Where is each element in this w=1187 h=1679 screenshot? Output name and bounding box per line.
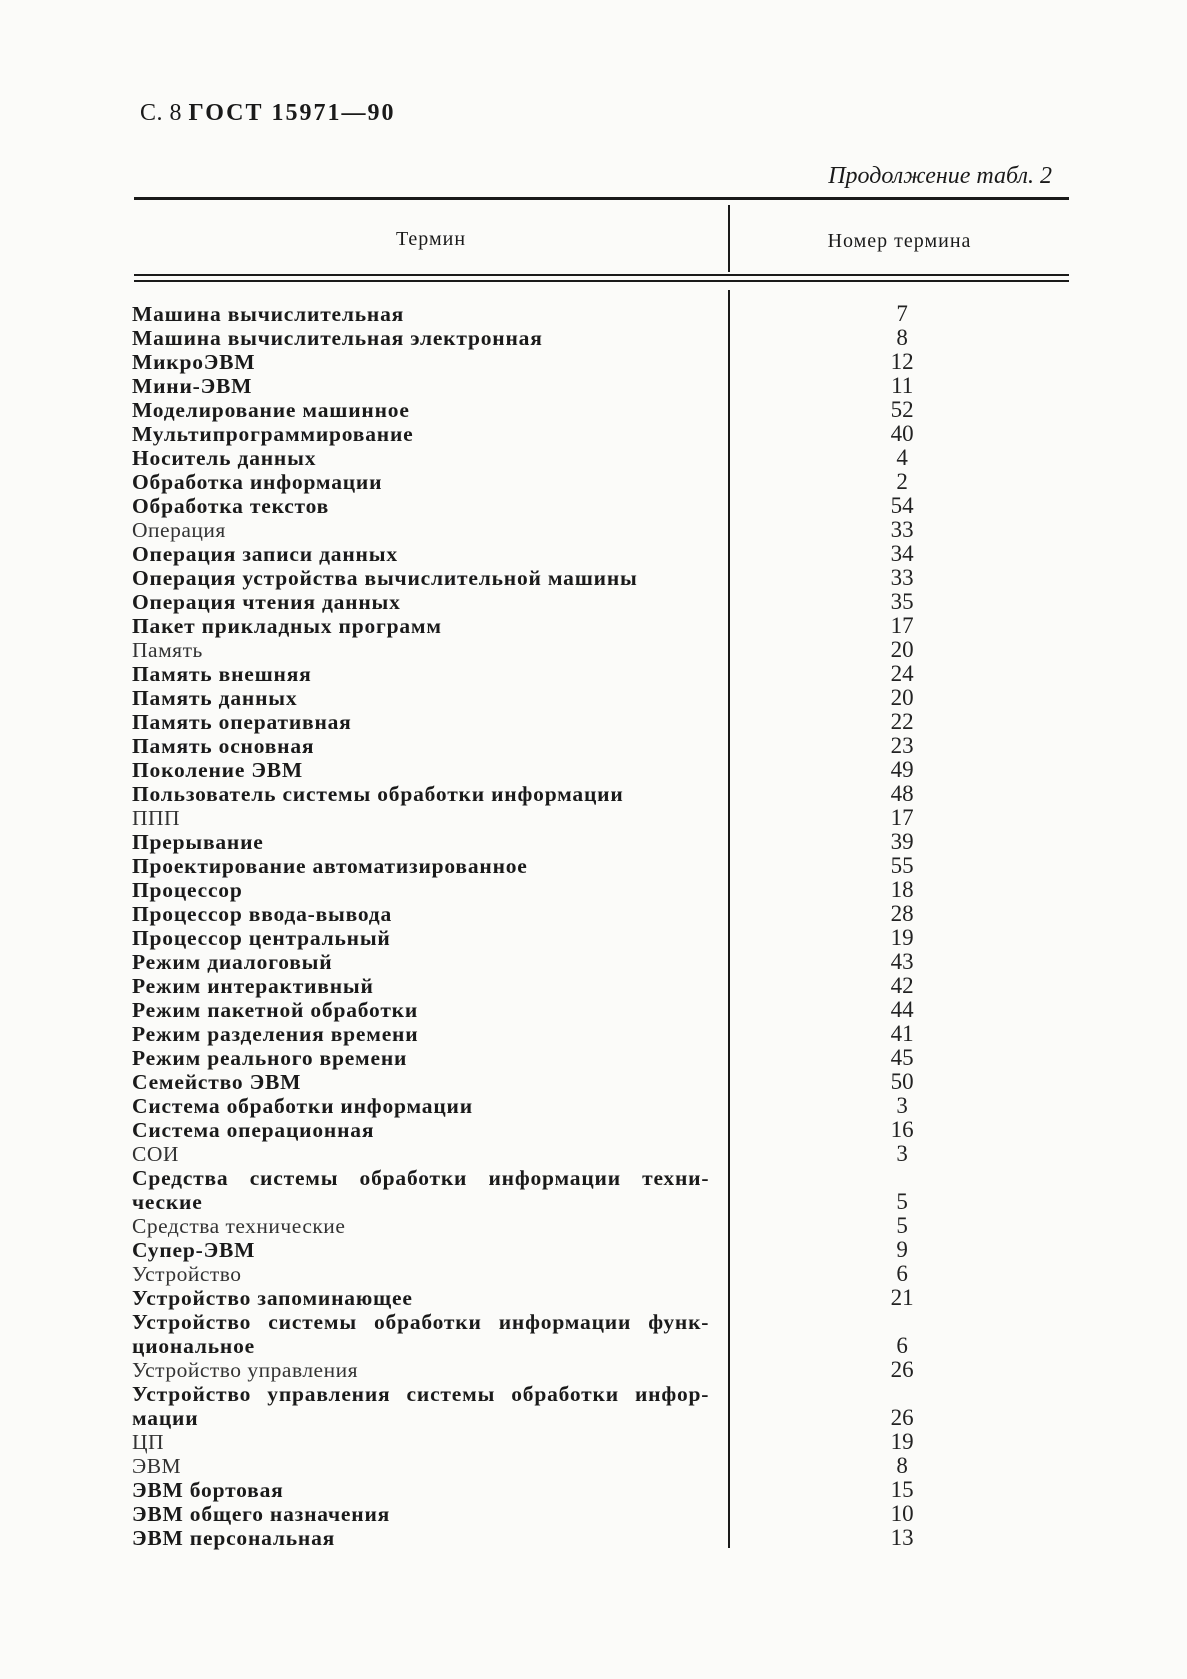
term-cell: Память данных — [132, 686, 298, 710]
term-cell: Устройство управления — [132, 1358, 359, 1382]
term-number-cell: 24 — [890, 661, 914, 686]
term-number-cell: 28 — [890, 901, 914, 926]
term-number-cell: 33 — [890, 517, 914, 542]
table-continuation-label: Продолжение табл. 2 — [828, 163, 1052, 189]
term-cell: СОИ — [132, 1142, 179, 1166]
term-cell: Мультипрограммирование — [132, 422, 414, 446]
term-cell: Средства технические — [132, 1214, 346, 1238]
term-number-cell: 20 — [890, 637, 914, 662]
term-number-cell: 19 — [890, 1429, 914, 1454]
table-row — [132, 686, 932, 710]
table-row — [132, 590, 932, 614]
table-row — [132, 494, 932, 518]
table-row — [132, 1310, 932, 1358]
term-number-cell: 10 — [890, 1501, 914, 1526]
table-row — [132, 926, 932, 950]
term-number-cell: 22 — [890, 709, 914, 734]
table-row — [132, 1526, 932, 1550]
term-number-cell: 39 — [890, 829, 914, 854]
term-number-cell: 12 — [890, 349, 914, 374]
term-cell: ЭВМ — [132, 1454, 182, 1478]
term-cell: Обработка текстов — [132, 494, 330, 518]
table-row — [132, 1454, 932, 1478]
term-number-cell: 3 — [896, 1093, 908, 1118]
term-number-cell: 8 — [896, 325, 908, 350]
table-row — [132, 782, 932, 806]
table-row — [132, 302, 932, 326]
table-row — [132, 854, 932, 878]
header-bottom-rule-double — [134, 280, 1069, 282]
term-cell: Мини-ЭВМ — [132, 374, 253, 398]
term-number-cell: 4 — [896, 445, 908, 470]
term-number-cell: 26 — [890, 1405, 914, 1430]
table-row — [132, 1382, 932, 1430]
term-number-cell: 33 — [890, 565, 914, 590]
term-cell: Режим реального времени — [132, 1046, 408, 1070]
table-row — [132, 446, 932, 470]
table-row — [132, 878, 932, 902]
table-row — [132, 326, 932, 350]
term-number-cell: 34 — [890, 541, 914, 566]
table-row — [132, 638, 932, 662]
term-number-cell: 11 — [891, 373, 914, 398]
term-cell: ЭВМ бортовая — [132, 1478, 284, 1502]
table-row — [132, 806, 932, 830]
table-row — [132, 518, 932, 542]
term-number-cell: 41 — [890, 1021, 914, 1046]
term-cell: Семейство ЭВМ — [132, 1070, 302, 1094]
term-number-cell: 6 — [896, 1333, 908, 1358]
term-cell: Память — [132, 638, 203, 662]
term-cell: Носитель данных — [132, 446, 317, 470]
term-number-cell: 20 — [890, 685, 914, 710]
term-number-cell: 43 — [890, 949, 914, 974]
table-row — [132, 1478, 932, 1502]
term-cell: Моделирование машинное — [132, 398, 410, 422]
term-cell: Обработка информации — [132, 470, 383, 494]
term-cell: МикроЭВМ — [132, 350, 256, 374]
term-number-cell: 50 — [890, 1069, 914, 1094]
term-cell: Устройство управления системы обработки инфор-мации — [132, 1382, 710, 1430]
term-cell: Система операционная — [132, 1118, 375, 1142]
term-cell: Проектирование автоматизированное — [132, 854, 528, 878]
term-number-cell: 15 — [890, 1477, 914, 1502]
table-row — [132, 1166, 932, 1214]
column-header-term: Термин — [395, 228, 467, 250]
term-cell: Машина вычислительная — [132, 302, 405, 326]
term-number-cell: 42 — [890, 973, 914, 998]
term-cell: Операция — [132, 518, 226, 542]
term-number-cell: 54 — [890, 493, 914, 518]
term-cell: Пользователь системы обработки информации — [132, 782, 624, 806]
term-number-cell: 26 — [890, 1357, 914, 1382]
term-number-cell: 48 — [890, 781, 914, 806]
term-number-cell: 3 — [896, 1141, 908, 1166]
term-cell: ЭВМ общего назначения — [132, 1502, 391, 1526]
term-number-cell: 49 — [890, 757, 914, 782]
term-number-cell: 2 — [896, 469, 908, 494]
table-row — [132, 614, 932, 638]
table-row — [132, 374, 932, 398]
term-cell: Операция чтения данных — [132, 590, 401, 614]
header-bottom-rule — [134, 274, 1069, 276]
table-row — [132, 830, 932, 854]
table-row — [132, 1046, 932, 1070]
term-number-cell: 19 — [890, 925, 914, 950]
term-cell: Режим пакетной обработки — [132, 998, 419, 1022]
table-row — [132, 1070, 932, 1094]
table-row — [132, 974, 932, 998]
term-number-cell: 52 — [890, 397, 914, 422]
table-row — [132, 1118, 932, 1142]
term-cell: Память оперативная — [132, 710, 352, 734]
term-number-cell: 17 — [890, 805, 914, 830]
table-row — [132, 710, 932, 734]
term-cell: Прерывание — [132, 830, 264, 854]
term-cell: Пакет прикладных программ — [132, 614, 442, 638]
term-number-cell: 40 — [890, 421, 914, 446]
terms-table-body — [132, 302, 932, 1550]
term-number-cell: 55 — [890, 853, 914, 878]
term-cell: Операция устройства вычислительной машины — [132, 566, 638, 590]
term-cell: Устройство запоминающее — [132, 1286, 413, 1310]
term-number-cell: 6 — [896, 1261, 908, 1286]
column-header-number: Номер термина — [827, 230, 972, 252]
table-row — [132, 1286, 932, 1310]
table-row — [132, 758, 932, 782]
term-number-cell: 9 — [896, 1237, 908, 1262]
term-cell: ЭВМ персональная — [132, 1526, 336, 1550]
table-row — [132, 1430, 932, 1454]
term-cell: ЦП — [132, 1430, 165, 1454]
term-cell: Устройство — [132, 1262, 242, 1286]
table-row — [132, 662, 932, 686]
term-number-cell: 18 — [890, 877, 914, 902]
term-number-cell: 44 — [890, 997, 914, 1022]
term-number-cell: 13 — [890, 1525, 914, 1550]
term-cell: Процессор ввода-вывода — [132, 902, 392, 926]
table-row — [132, 998, 932, 1022]
table-row — [132, 1142, 932, 1166]
page-label: С. 8 — [140, 100, 183, 126]
term-cell: Устройство системы обработки информации функ-циональное — [132, 1310, 710, 1358]
table-row — [132, 950, 932, 974]
term-cell: ППП — [132, 806, 181, 830]
term-cell: Средства системы обработки информации техни-ческие — [132, 1166, 710, 1214]
term-cell: Режим диалоговый — [132, 950, 333, 974]
table-row — [132, 470, 932, 494]
term-cell: Процессор центральный — [132, 926, 391, 950]
term-number-cell: 17 — [890, 613, 914, 638]
term-number-cell: 21 — [890, 1285, 914, 1310]
term-cell: Поколение ЭВМ — [132, 758, 303, 782]
table-row — [132, 398, 932, 422]
table-row — [132, 1502, 932, 1526]
term-number-cell: 8 — [896, 1453, 908, 1478]
term-cell: Память внешняя — [132, 662, 312, 686]
term-cell: Супер-ЭВМ — [132, 1238, 256, 1262]
term-cell: Процессор — [132, 878, 243, 902]
term-number-cell: 7 — [896, 301, 908, 326]
term-cell: Операция записи данных — [132, 542, 398, 566]
term-cell: Машина вычислительная электронная — [132, 326, 543, 350]
table-top-rule — [134, 197, 1069, 200]
table-row — [132, 1262, 932, 1286]
table-row — [132, 350, 932, 374]
term-number-cell: 23 — [890, 733, 914, 758]
table-row — [132, 1214, 932, 1238]
table-row — [132, 902, 932, 926]
term-cell: Система обработки информации — [132, 1094, 473, 1118]
table-row — [132, 1022, 932, 1046]
term-cell: Режим разделения времени — [132, 1022, 419, 1046]
term-number-cell: 5 — [896, 1213, 908, 1238]
term-number-cell: 35 — [890, 589, 914, 614]
table-row — [132, 422, 932, 446]
term-cell: Память основная — [132, 734, 315, 758]
term-number-cell: 16 — [890, 1117, 914, 1142]
table-row — [132, 734, 932, 758]
term-number-cell: 5 — [896, 1189, 908, 1214]
table-row — [132, 1238, 932, 1262]
table-row — [132, 1094, 932, 1118]
standard-number: ГОСТ 15971—90 — [188, 100, 396, 126]
term-number-cell: 45 — [890, 1045, 914, 1070]
table-row — [132, 542, 932, 566]
table-row — [132, 566, 932, 590]
term-cell: Режим интерактивный — [132, 974, 374, 998]
table-row — [132, 1358, 932, 1382]
page-header — [140, 100, 396, 127]
